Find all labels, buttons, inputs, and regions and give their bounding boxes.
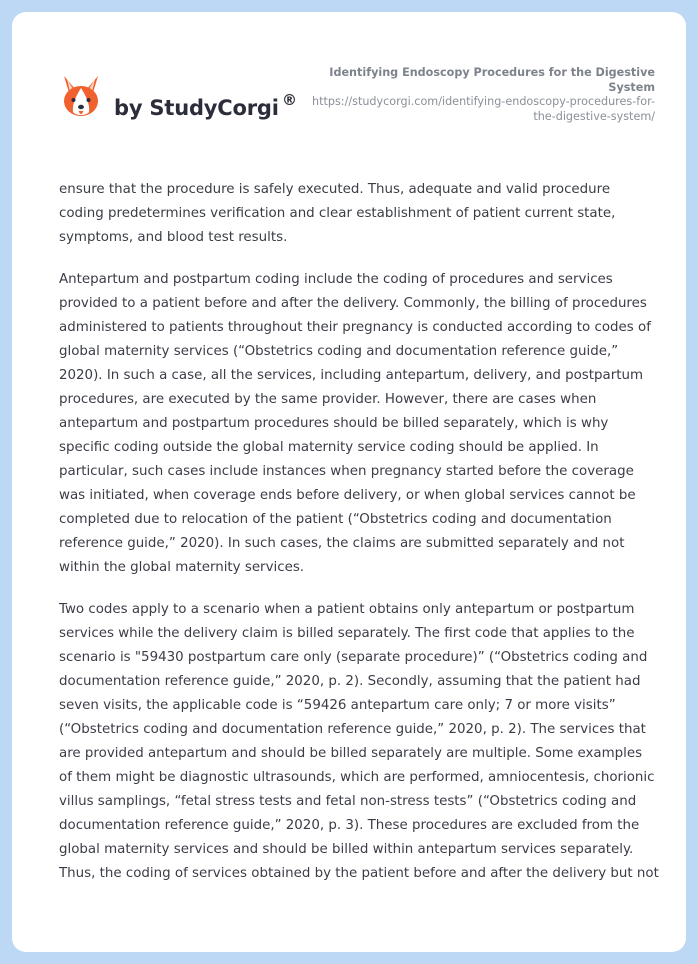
- paragraph: Two codes apply to a scenario when a patient obtains only antepartum or postpartum services while the delivery claim is billed separately. The first code that applies to the scenario is "59430 postpartum care only (separate procedure)” (“Obstetrics coding and documentation reference guide,” 2020, p. 2). Secondly, assuming that the patient had seven visits, the applicable code is “59426 antepartum care only; 7 or more visits” (“Obstetrics coding and documentation reference guide,” 2020, p. 2). The services that are provided antepartum and should be billed separately are multiple. Some examples of them might be diagnostic ultrasounds, which are performed, amniocentesis, chorionic villus samplings, “fetal stress tests and fetal non-stress tests” (“Obstetrics coding and documentation reference guide,” 2020, p. 3). These procedures are excluded from the global maternity services and should be billed within antepartum services separately. Thus, the coding of services obtained by the patient before and after the delivery but not: [59, 602, 659, 881]
- paragraph: Antepartum and postpartum coding include the coding of procedures and services provided to a patient before and after the delivery. Commonly, the billing of procedures administered to patients throughout their pregnancy is conducted according to codes of global maternity services (“Obstetrics coding and documentation reference guide,” 2020). In such a case, all the services, including antepartum, delivery, and postpartum procedures, are executed by the same provider. However, there are cases when antepartum and postpartum procedures should be billed separately, which is why specific coding outside the global maternity service coding should be applied. In particular, such cases include instances when pregnancy started before the coverage was initiated, when coverage ends before delivery, or when global services cannot be completed due to relocation of the patient (“Obstetrics coding and documentation reference guide,” 2020). In such cases, the claims are submitted separately and not within the global maternity services.: [59, 272, 651, 575]
- page-header: [12, 12, 686, 162]
- registered-mark: ®: [282, 91, 297, 109]
- essay-body: [59, 178, 659, 904]
- paragraph: ensure that the procedure is safely executed. Thus, adequate and valid procedure coding predetermines verification and clear establishment of patient current state, symptoms, and blood test results.: [59, 182, 616, 245]
- document-title: Identifying Endoscopy Procedures for the Digestive System: [329, 66, 655, 94]
- corgi-icon: [60, 74, 102, 120]
- document-meta: [305, 66, 655, 124]
- page-card: [12, 12, 686, 952]
- document-url[interactable]: https://studycorgi.com/identifying-endoscopy-procedures-for-the-digestive-system/: [312, 95, 655, 123]
- brand-name: by StudyCorgi: [114, 96, 279, 120]
